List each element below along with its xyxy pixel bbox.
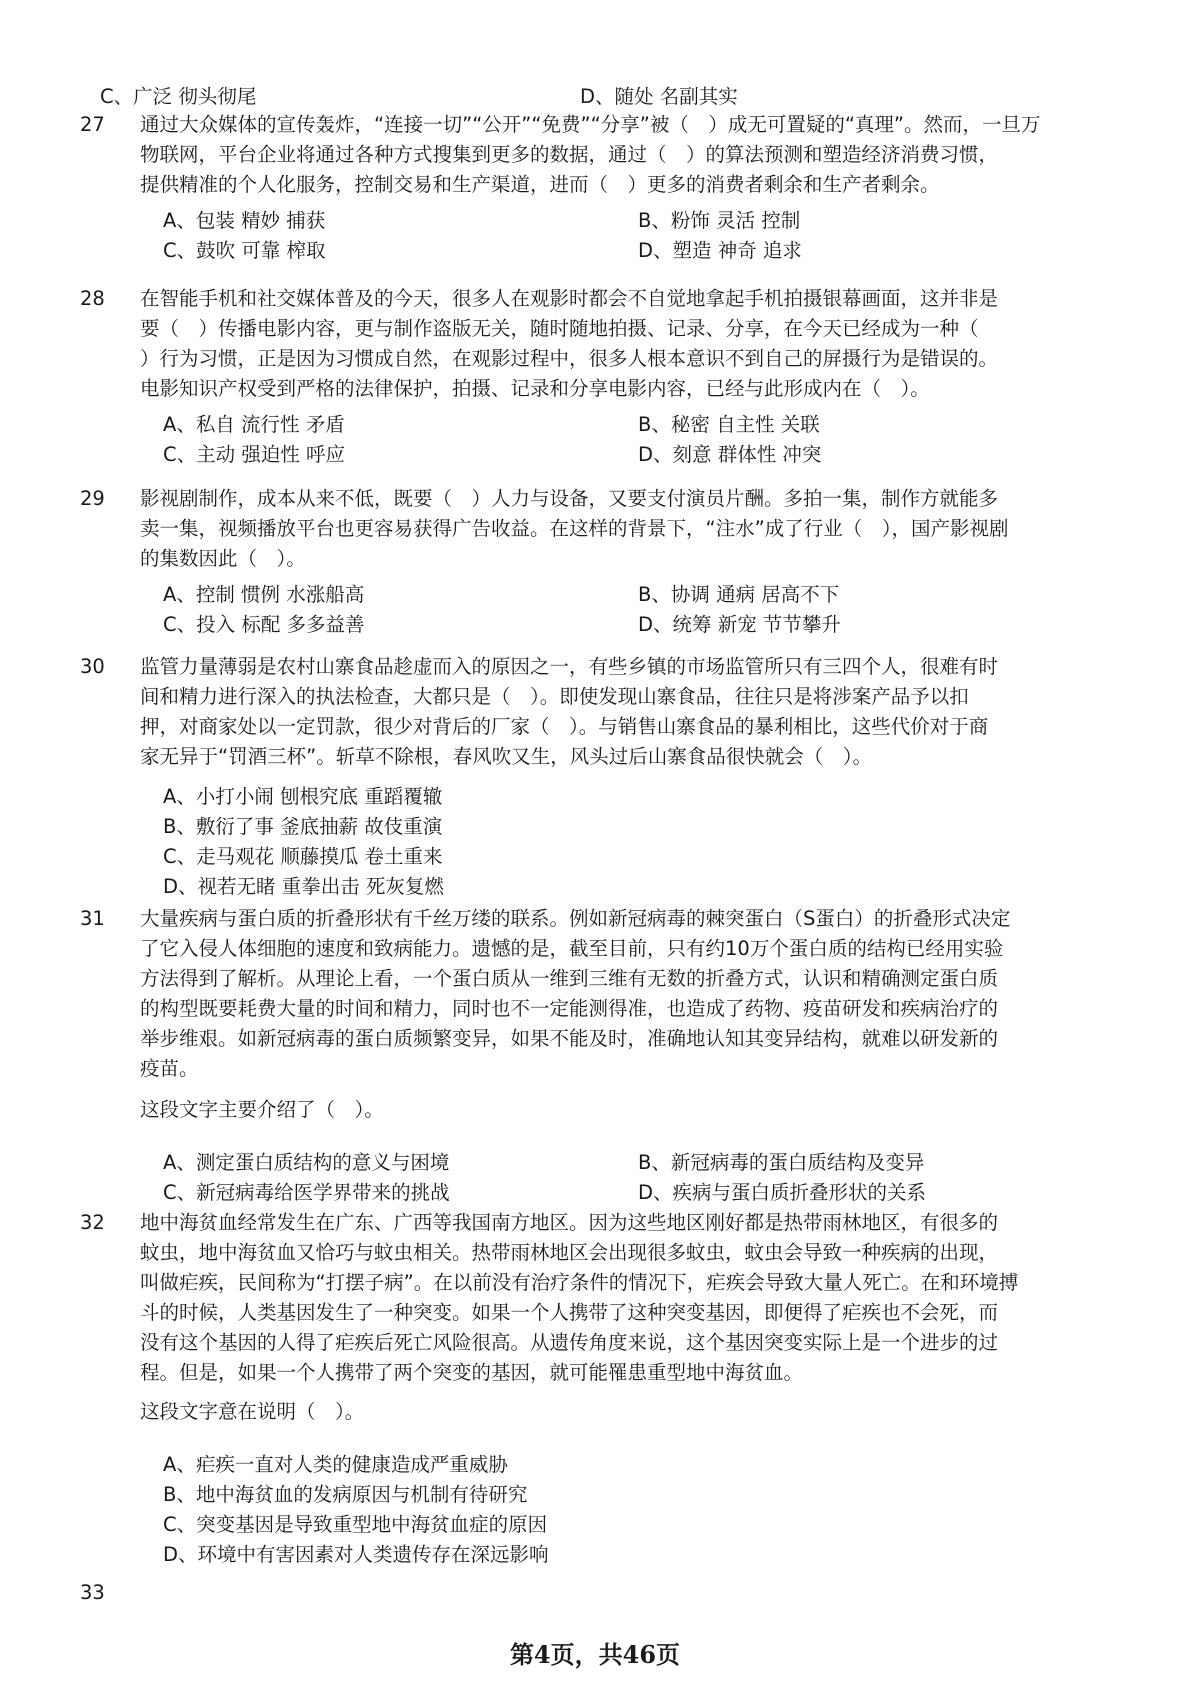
stem-line: 疫苗。	[140, 1057, 199, 1080]
option-d: D、环境中有害因素对人类遗传存在深远影响	[163, 1543, 549, 1566]
option-d: D、塑造 神奇 追求	[638, 239, 802, 262]
option-b: B、协调 通病 居高不下	[638, 583, 840, 606]
stem-line: 提供精准的个人化服务，控制交易和生产渠道，进而（ ）更多的消费者剩余和生产者剩余。	[140, 173, 940, 196]
option-a: A、小打小闹 刨根究底 重蹈覆辙	[163, 785, 443, 808]
question-number: 31	[80, 907, 105, 930]
stem-line: 的构型既要耗费大量的时间和精力，同时也不一定能测得准，也造成了药物、疫苗研发和疾病治疗的	[140, 997, 999, 1020]
option-b: B、粉饰 灵活 控制	[638, 209, 801, 232]
option-d: D、刻意 群体性 冲突	[638, 443, 822, 466]
option-d: D、视若无睹 重拳出击 死灰复燃	[163, 875, 444, 898]
option-a: A、私自 流行性 矛盾	[163, 413, 345, 436]
stem-line: 了它入侵人体细胞的速度和致病能力。遗憾的是，截至目前，只有约10万个蛋白质的结构已经用实验	[140, 937, 1004, 960]
stem-line: 没有这个基因的人得了疟疾后死亡风险很高。从遗传角度来说，这个基因突变实际上是一个进步的过	[140, 1331, 999, 1354]
question-number: 28	[80, 287, 105, 310]
stem-line: 蚊虫，地中海贫血又恰巧与蚊虫相关。热带雨林地区会出现很多蚊虫，蚊虫会导致一种疾病的出现，	[140, 1241, 999, 1264]
stem-line: 的集数因此（ ）。	[140, 547, 306, 570]
stem-line: 监管力量薄弱是农村山寨食品趁虚而入的原因之一，有些乡镇的市场监管所只有三四个人，很难有时	[140, 655, 999, 678]
question-stem	[140, 1208, 1090, 1388]
stem-line: 举步维艰。如新冠病毒的蛋白质频繁变异，如果不能及时，准确地认知其变异结构，就难以研发新的	[140, 1027, 999, 1050]
stem-line: 间和精力进行深入的执法检查，大都只是（ ）。即使发现山寨食品，往往只是将涉案产品予以扣	[140, 685, 969, 708]
option-d: D、疾病与蛋白质折叠形状的关系	[638, 1181, 927, 1204]
stem-line: 电影知识产权受到严格的法律保护，拍摄、记录和分享电影内容，已经与此形成内在（ ）。	[140, 377, 930, 400]
question-prompt: 这段文字主要介绍了（ ）。	[140, 1098, 384, 1121]
option-b: B、地中海贫血的发病原因与机制有待研究	[163, 1483, 528, 1506]
question-number: 27	[80, 113, 105, 136]
option-a: A、包装 精妙 捕获	[163, 209, 326, 232]
stem-line: 影视剧制作，成本从来不低，既要（ ）人力与设备，又要支付演员片酬。多拍一集，制作方就能多	[140, 487, 999, 510]
question-stem	[140, 652, 1090, 772]
option-c: C、新冠病毒给医学界带来的挑战	[163, 1181, 450, 1204]
option-b: B、秘密 自主性 关联	[638, 413, 820, 436]
option-c: C、主动 强迫性 呼应	[163, 443, 346, 466]
option-a: A、疟疾一直对人类的健康造成严重威胁	[163, 1453, 508, 1476]
carry-over-option-d: D、随处 名副其实	[580, 85, 738, 108]
option-b: B、敷衍了事 釜底抽薪 故伎重演	[163, 815, 443, 838]
stem-line: 押，对商家处以一定罚款，很少对背后的厂家（ ）。与销售山寨食品的暴利相比，这些代价对于商	[140, 715, 989, 738]
stem-line: 叫做疟疾，民间称为“打摆子病”。在以前没有治疗条件的情况下，疟疾会导致大量人死亡。在和环境搏	[140, 1271, 1019, 1294]
stem-line: 方法得到了解析。从理论上看，一个蛋白质从一维到三维有无数的折叠方式，认识和精确测定蛋白质	[140, 967, 999, 990]
stem-line: 家无异于“罚酒三杯”。斩草不除根，春风吹又生，风头过后山寨食品很快就会（ ）。	[140, 745, 872, 768]
stem-line: 通过大众媒体的宣传轰炸，“连接一切”“公开”“免费”“分享”被（ ）成无可置疑的“真理”。然而，一旦万	[140, 113, 1041, 136]
stem-line: 程。但是，如果一个人携带了两个突变的基因，就可能罹患重型地中海贫血。	[140, 1361, 804, 1384]
stem-line: 卖一集，视频播放平台也更容易获得广告收益。在这样的背景下，“注水”成了行业（ ），国产影视剧	[140, 517, 1009, 540]
stem-line: ）行为习惯，正是因为习惯成自然，在观影过程中，很多人根本意识不到自己的屏摄行为是错误的。	[140, 347, 999, 370]
carry-over-option-c: C、广泛 彻头彻尾	[100, 85, 257, 108]
question-number: 33	[80, 1581, 105, 1604]
stem-line: 大量疾病与蛋白质的折叠形状有千丝万缕的联系。例如新冠病毒的棘突蛋白（S蛋白）的折叠形式决定	[140, 907, 1011, 930]
option-a: A、控制 惯例 水涨船高	[163, 583, 365, 606]
stem-line: 斗的时候，人类基因发生了一种突变。如果一个人携带了这种突变基因，即便得了疟疾也不会死，而	[140, 1301, 999, 1324]
option-b: B、新冠病毒的蛋白质结构及变异	[638, 1151, 925, 1174]
question-stem	[140, 110, 1090, 200]
stem-line: 要（ ）传播电影内容，更与制作盗版无关，随时随地拍摄、记录、分享，在今天已经成为一种（	[140, 317, 979, 340]
stem-line: 地中海贫血经常发生在广东、广西等我国南方地区。因为这些地区刚好都是热带雨林地区，有很多的	[140, 1211, 999, 1234]
option-d: D、统筹 新宠 节节攀升	[638, 613, 841, 636]
option-c: C、鼓吹 可靠 榨取	[163, 239, 326, 262]
option-c: C、突变基因是导致重型地中海贫血症的原因	[163, 1513, 548, 1536]
option-c: C、走马观花 顺藤摸瓜 卷土重来	[163, 845, 443, 868]
question-prompt: 这段文字意在说明（ ）。	[140, 1400, 365, 1423]
option-c: C、投入 标配 多多益善	[163, 613, 365, 636]
stem-line: 在智能手机和社交媒体普及的今天，很多人在观影时都会不自觉地拿起手机拍摄银幕画面，这并非是	[140, 287, 999, 310]
question-number: 30	[80, 655, 105, 678]
page-number-footer: 第4页，共46页	[509, 1640, 681, 1669]
question-stem	[140, 904, 1090, 1084]
question-stem	[140, 484, 1090, 574]
question-number: 29	[80, 487, 105, 510]
option-a: A、测定蛋白质结构的意义与困境	[163, 1151, 450, 1174]
question-number: 32	[80, 1211, 105, 1234]
question-stem	[140, 284, 1090, 404]
stem-line: 物联网，平台企业将通过各种方式搜集到更多的数据，通过（ ）的算法预测和塑造经济消费习惯，	[140, 143, 999, 166]
